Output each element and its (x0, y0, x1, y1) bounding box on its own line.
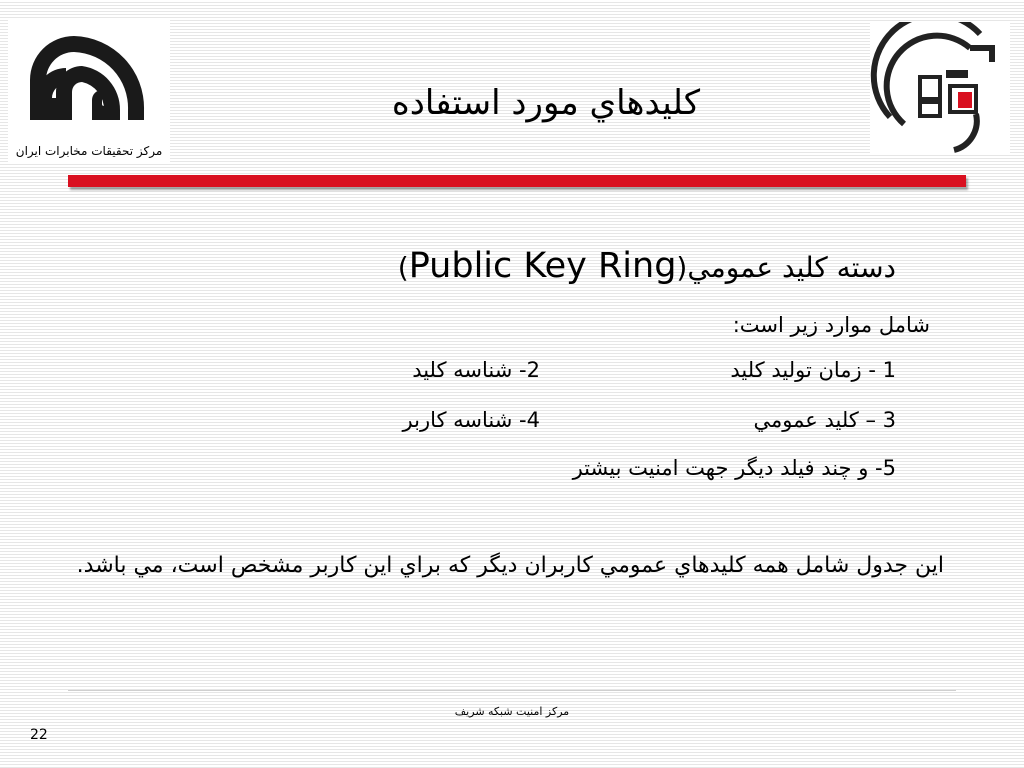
list-item-4: 4- شناسه کاربر (402, 408, 540, 432)
footer-divider (68, 690, 956, 691)
list-item-3: 3 – کليد عمومي (753, 408, 896, 432)
intro-text: شامل موارد زير است: (732, 313, 930, 337)
page-number: 22 (30, 727, 48, 743)
security-emblem-icon (870, 22, 1010, 154)
footer-text: مرکز امنیت شبکه شریف (454, 705, 570, 718)
list-item-1: 1 - زمان توليد کليد (730, 358, 896, 382)
itrc-logo (8, 20, 170, 163)
heading-en: Public Key Ring (408, 246, 677, 286)
heading-paren-close: ) (397, 251, 409, 284)
body-paragraph: اين جدول شامل همه کليدهاي عمومي کاربران ديگر که براي اين کاربر مشخص است، مي باشد. (76, 553, 944, 578)
list-item-5: 5- و چند فيلد ديگر جهت امنيت بيشتر (572, 456, 896, 480)
logo-caption: مرکز تحقیقات مخابرات ایران (15, 144, 163, 158)
title-divider (68, 175, 966, 187)
sharif-network-security-logo (870, 22, 1010, 154)
heading-fa: دسته کليد عمومي (687, 251, 896, 284)
section-heading (398, 238, 896, 296)
heading-paren-open: ( (676, 251, 688, 284)
wireless-signal-icon (8, 20, 170, 140)
list-item-2: 2- شناسه کليد (412, 358, 540, 382)
slide-title: کليدهاي مورد استفاده (391, 83, 700, 123)
